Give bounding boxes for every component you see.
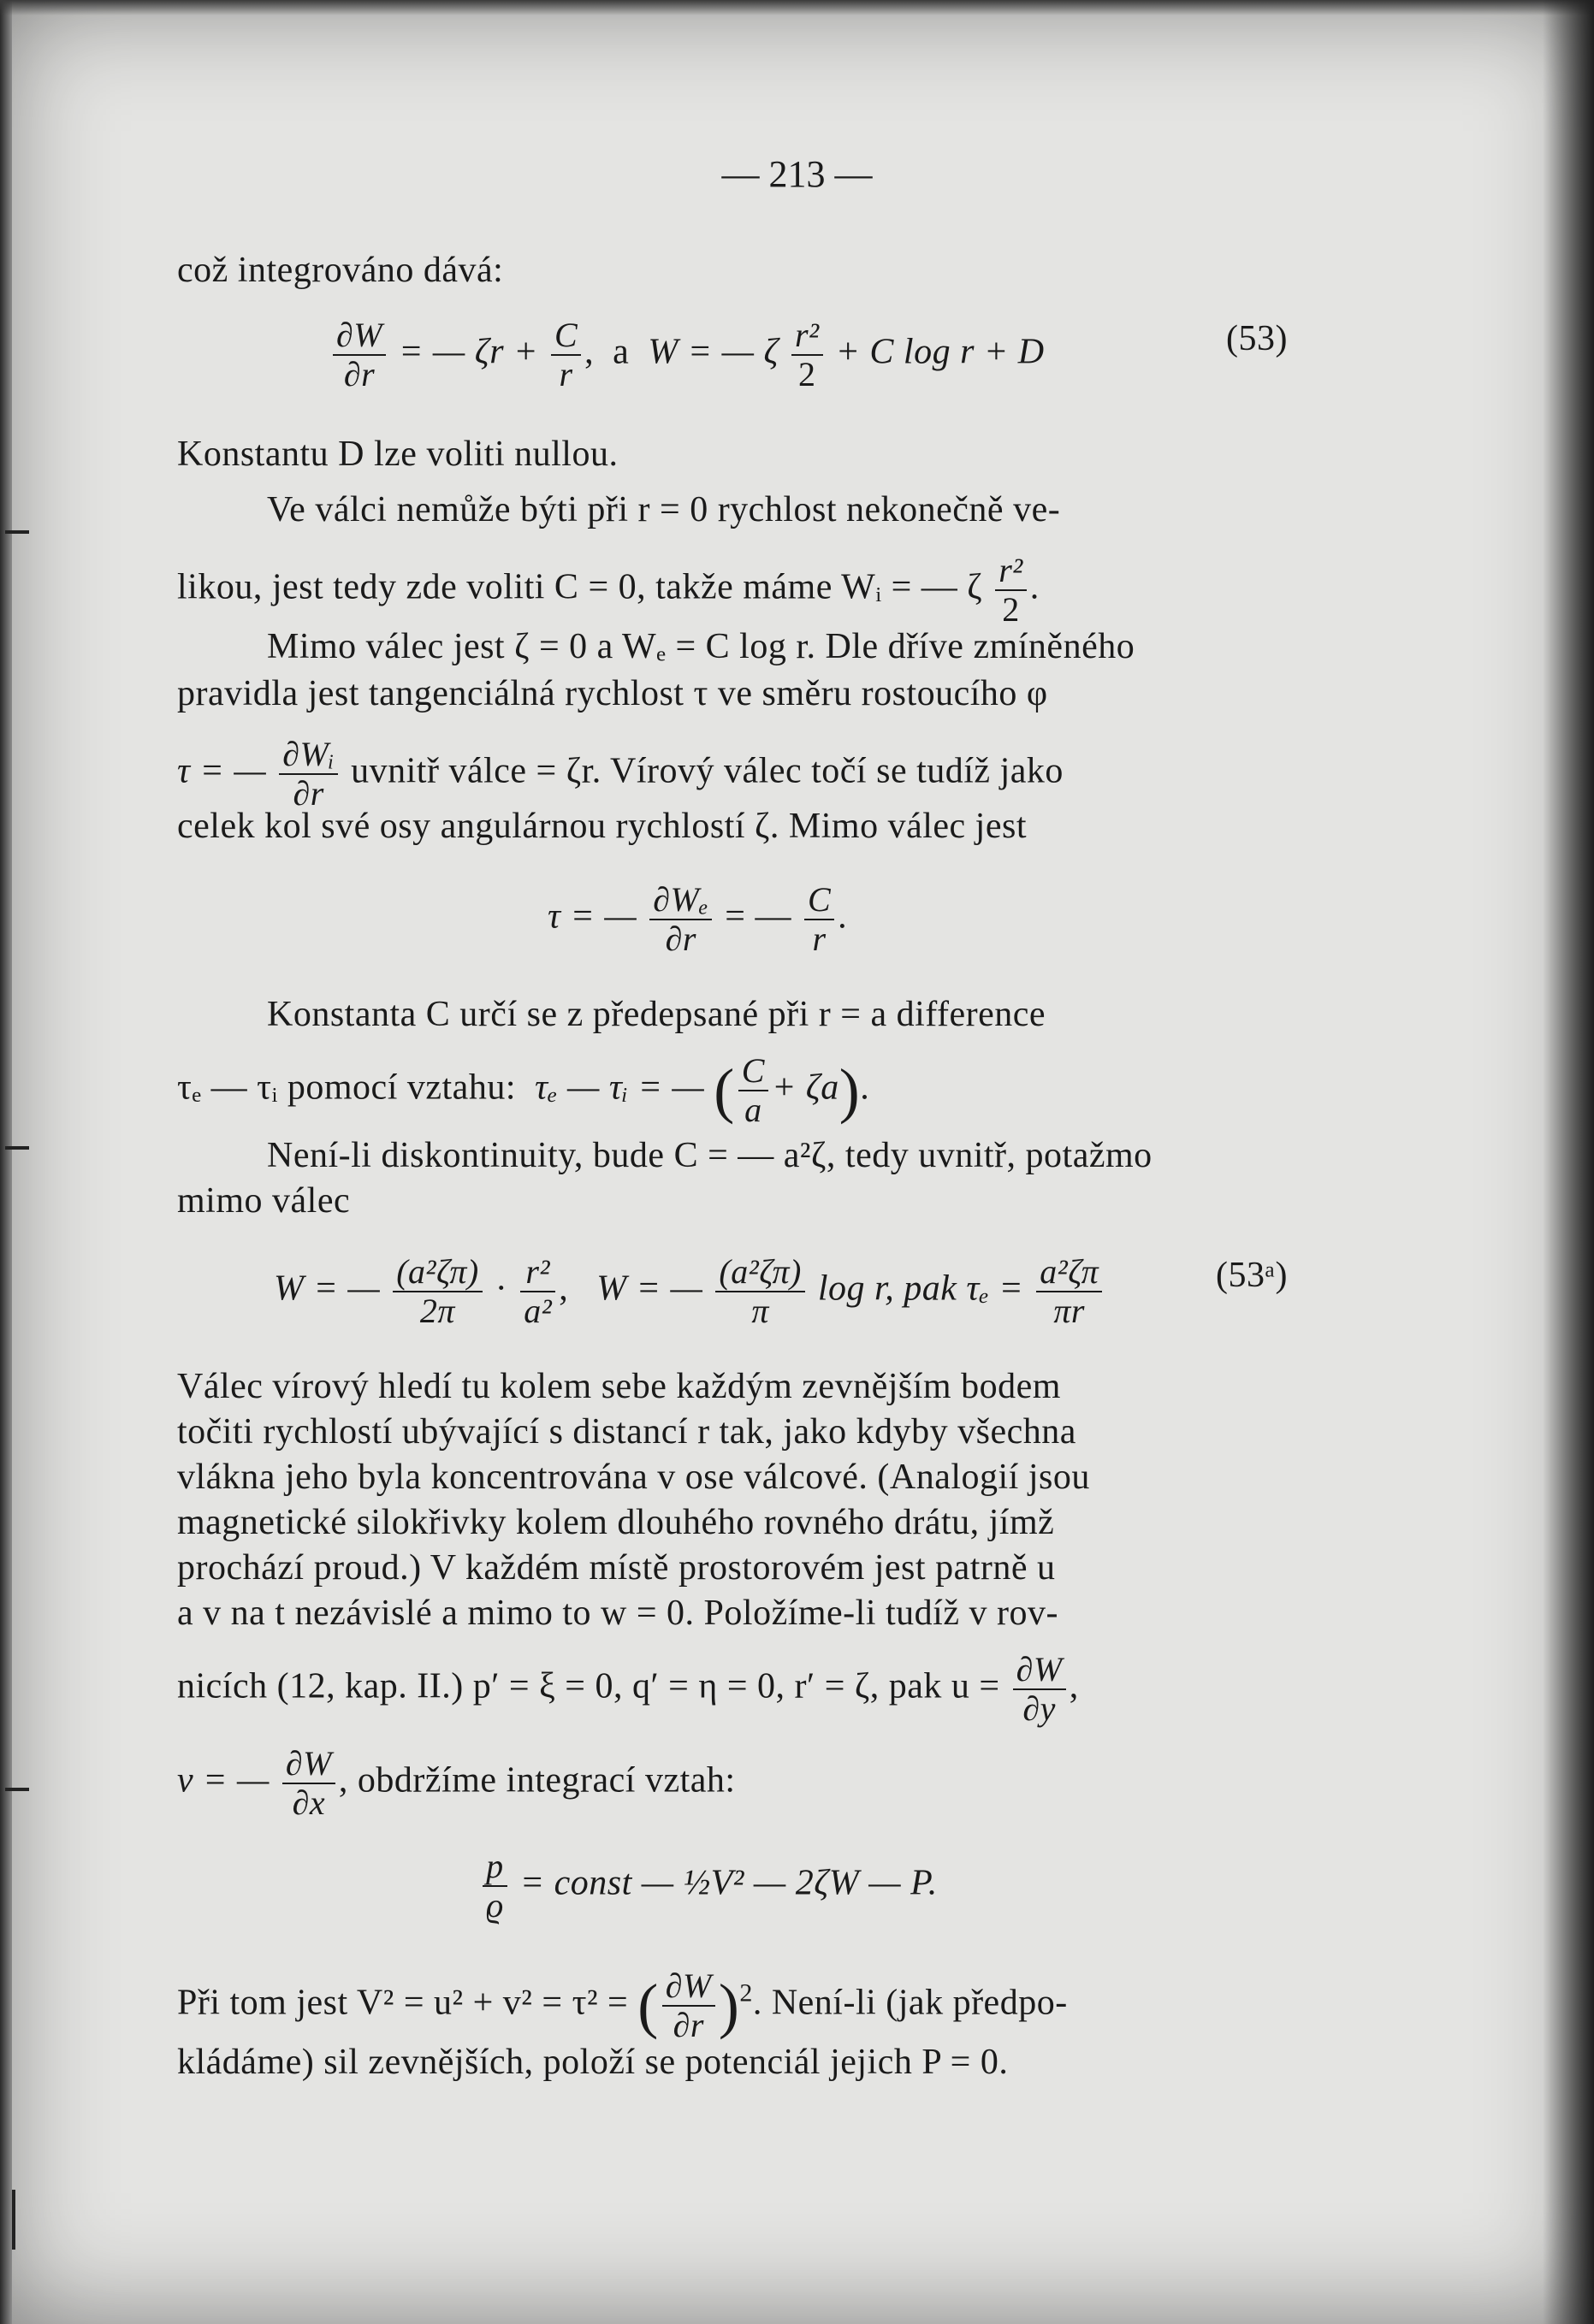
fraction: $\frac{p}{ϱ}$ xyxy=(483,1848,507,1925)
fraction: $\frac{C}{a}$ xyxy=(738,1052,768,1129)
fraction: $\frac{\partial W}{\partial r}$ xyxy=(333,316,386,393)
equation-tau-outside: τ = — $\frac{\text{∂Wₑ}}{\partial r}$ = — $\frac{C}{r}$ . xyxy=(548,880,848,958)
fraction: $\frac{C}{r}$ xyxy=(551,316,581,393)
text-line: pravidla jest tangenciálná rychlost τ ve směru rostoucího φ xyxy=(177,674,1048,713)
text-line: v = — $\frac{\partial W}{\partial x}$ , obdržíme integrací vztah: xyxy=(177,1744,736,1822)
equation-53: $\frac{\partial W}{\partial r}$ = — ζr + $\frac{C}{r}$ , a W = — ζ $\frac{\text{r²}}{2}$ + C log r + D (53) xyxy=(329,316,1288,393)
fraction: $\frac{\text{r²}}{\text{a²}}$ xyxy=(520,1253,555,1330)
binding-mark xyxy=(12,2190,15,2250)
text-line: točiti rychlostí ubývající s distancí r tak, jako kdyby všechna xyxy=(177,1412,1076,1452)
binding-mark xyxy=(5,530,29,534)
text-line: Ve válci nemůže býti při r = 0 rychlost nekonečně ve- xyxy=(267,490,1061,529)
binding-mark xyxy=(5,1146,29,1150)
text-line: mimo válec xyxy=(177,1181,351,1221)
text-line: Mimo válec jest ζ = 0 a Wₑ = C log r. Dle dříve zmíněného xyxy=(267,627,1135,666)
text-line: celek kol své osy angulárnou rychlostí ζ. Mimo válec jest xyxy=(177,807,1028,846)
text-line: Při tom jest V² = u² + v² = τ² = ( $\frac{\partial W}{\partial r}$ )$^2$. Není-li (jak předpo- xyxy=(177,1966,1068,2044)
fraction: $\frac{\partial W}{\partial x}$ xyxy=(282,1745,335,1822)
top-shadow xyxy=(0,0,1594,15)
equation-53a: W = — $\frac{\text{(a²ζπ)}}{2\pi}$ · $\frac{\text{r²}}{\text{a²}}$ , W = — $\frac{\text{(a²ζπ)}}{\pi}$ log r, pak τₑ = $\frac{\text{a²ζπ}}{\pi r}$ (53ᵃ) xyxy=(274,1252,1288,1330)
text-line: τ = — $\frac{\text{∂Wᵢ}}{\partial r}$ uvnitř válce = ζr. Vírový válec točí se tudíž jako xyxy=(177,735,1064,813)
fraction: $\frac{\partial W}{\partial r}$ xyxy=(662,1967,715,2044)
binding-mark xyxy=(5,1788,29,1791)
text-line: což integrováno dává: xyxy=(177,251,504,290)
fraction: $\frac{\text{r²}}{2}$ xyxy=(995,552,1027,629)
text-line: likou, jest tedy zde voliti C = 0, takže máme Wᵢ = — ζ $\frac{\text{r²}}{2}$ . xyxy=(177,551,1040,629)
fraction: $\frac{\text{(a²ζπ)}}{\pi}$ xyxy=(715,1253,805,1330)
text-line: prochází proud.) V každém místě prostorovém jest patrně u xyxy=(177,1548,1056,1588)
fraction: $\frac{\text{∂Wᵢ}}{\partial r}$ xyxy=(279,736,338,813)
binding-edge xyxy=(0,0,12,2324)
text-line: magnetické silokřivky kolem dlouhého rovného drátu, jímž xyxy=(177,1503,1055,1542)
fraction: $\frac{\text{r²}}{2}$ xyxy=(791,316,823,393)
text-line: Není-li diskontinuity, bude C = — a²ζ, tedy uvnitř, potažmo xyxy=(267,1136,1153,1175)
text-line: vlákna jeho byla koncentrována v ose válcové. (Analogií jsou xyxy=(177,1458,1090,1497)
text-line: Konstantu D lze voliti nullou. xyxy=(177,435,619,474)
equation-bernoulli: $\frac{p}{ϱ}$ = const — ½V² — 2ζW — P. xyxy=(479,1848,1078,1925)
right-shadow xyxy=(1543,0,1594,2324)
text-line: Konstanta C určí se z předepsané při r = a difference xyxy=(267,995,1046,1034)
fraction: $\frac{C}{r}$ xyxy=(804,881,834,958)
page-number: — 213 — xyxy=(721,153,873,195)
text-line: τₑ — τᵢ pomocí vztahu: τₑ — τᵢ = — ( $\frac{C}{a}$ + ζa). xyxy=(177,1051,870,1129)
equation-number: (53ᵃ) xyxy=(1216,1256,1288,1295)
text-line: kládáme) sil zevnějších, položí se potenciál jejich P = 0. xyxy=(177,2043,1009,2082)
fraction: $\frac{\partial W}{\partial y}$ xyxy=(1013,1651,1066,1728)
equation-number: (53) xyxy=(1226,319,1288,358)
text-line: Válec vírový hledí tu kolem sebe každým zevnějším bodem xyxy=(177,1367,1061,1406)
fraction: $\frac{\text{∂Wₑ}}{\partial r}$ xyxy=(649,881,712,958)
fraction: $\frac{\text{a²ζπ}}{\pi r}$ xyxy=(1036,1253,1102,1330)
text-line: nicích (12, kap. II.) p′ = ξ = 0, q′ = η = 0, r′ = ζ, pak u = $\frac{\partial W}{\partial y}$ , xyxy=(177,1650,1079,1728)
text-line: a v na t nezávislé a mimo to w = 0. Položíme-li tudíž v rov- xyxy=(177,1594,1058,1633)
fraction: $\frac{\text{(a²ζπ)}}{2\pi}$ xyxy=(393,1253,483,1330)
